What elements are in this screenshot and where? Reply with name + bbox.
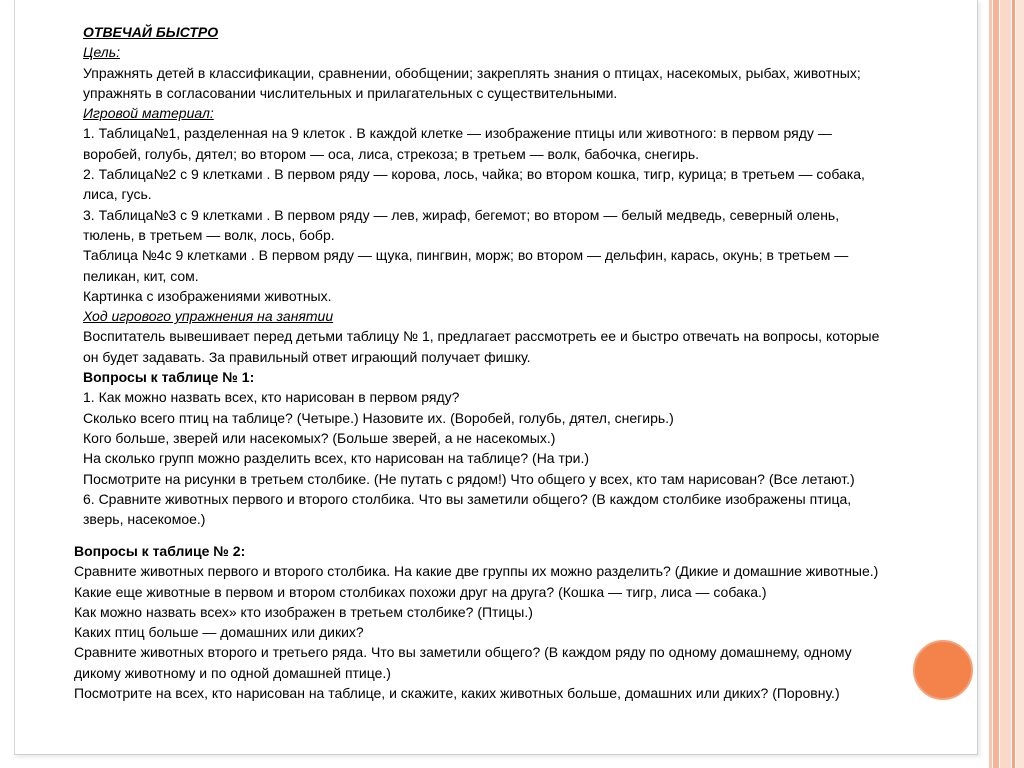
- decorative-stripe: [1012, 0, 1015, 768]
- material-line: Таблица №4с 9 клетками . В первом ряду — щука, пингвин, морж; во втором — дельфин, карась, окунь; в третьем —: [83, 247, 849, 264]
- q2-line: Какие еще животные в первом и втором столбиках похожи друг на друга? (Кошка — тигр, лиса — собака.): [74, 583, 767, 600]
- course-line: Воспитатель вывешивает перед детьми таблицу № 1, предлагает рассмотреть ее и быстро отвечать на вопросы, которые: [83, 328, 880, 345]
- course-line: он будет задавать. За правильный ответ играющий получает фишку.: [83, 348, 531, 365]
- q2-line: дикому животному и по одной домашней птице.): [74, 664, 391, 681]
- decorative-stripe: [1000, 0, 1011, 768]
- q1-line: зверь, насекомое.): [83, 511, 206, 528]
- q2-line: Сравните животных первого и второго столбика. На какие две группы их можно разделить? (Дикие и домашние животные.): [74, 563, 879, 580]
- decorative-stripe: [1016, 0, 1024, 768]
- q2-line: Сравните животных второго и третьего ряда. Что вы заметили общего? (В каждом ряду по одному домашнему, одному: [74, 644, 852, 661]
- decorative-stripe: [989, 0, 992, 768]
- material-line: 3. Таблица№3 с 9 клетками . В первом ряду — лев, жираф, бегемот; во втором — белый медведь, северный олень,: [83, 206, 840, 223]
- decorative-circle: [913, 640, 973, 700]
- q1-line: Кого больше, зверей или насекомых? (Больше зверей, а не насекомых.): [83, 429, 556, 446]
- material-line: тюлень, в третьем — волк, лось, бобр.: [83, 226, 335, 243]
- q2-line: Каких птиц больше — домашних или диких?: [74, 624, 364, 641]
- material-line: лиса, гусь.: [83, 186, 152, 203]
- material-line: воробей, голубь, дятел; во втором — оса, лиса, стрекоза; в третьем — волк, бабочка, снегирь.: [83, 145, 700, 162]
- q1-line: Сколько всего птиц на таблице? (Четыре.) Назовите их. (Воробей, голубь, дятел, снегирь.): [83, 409, 674, 426]
- slide-title: ОТВЕЧАЙ БЫСТРО: [83, 24, 219, 40]
- q1-heading: Вопросы к таблице № 1:: [83, 369, 255, 386]
- q1-line: 6. Сравните животных первого и второго столбика. Что вы заметили общего? (В каждом столбике изображены птица,: [83, 490, 852, 507]
- decorative-stripe: [993, 0, 999, 768]
- course-label: Ход игрового упражнения на занятии: [83, 308, 334, 325]
- material-label: Игровой материал:: [83, 105, 214, 122]
- q2-heading: Вопросы к таблице № 2:: [74, 543, 246, 559]
- material-line: 1. Таблица№1, разделенная на 9 клеток . В каждой клетке — изображение птицы или животного: в первом ряду —: [83, 125, 832, 142]
- goal-label: Цель:: [83, 44, 120, 61]
- material-line: 2. Таблица№2 с 9 клетками . В первом ряду — корова, лось, чайка; во втором кошка, тигр, курица; в третьем — собака,: [83, 166, 865, 183]
- q1-line: Посмотрите на рисунки в третьем столбике. (Не путать с рядом!) Что общего у всех, кто там нарисован? (Все летают.): [83, 470, 855, 487]
- goal-line: упражнять в согласовании числительных и прилагательных с существительными.: [83, 84, 618, 101]
- q2-line: Как можно назвать всех» кто изображен в третьем столбике? (Птицы.): [74, 603, 533, 620]
- material-line: Картинка с изображениями животных.: [83, 287, 332, 304]
- q1-line: 1. Как можно назвать всех, кто нарисован в первом ряду?: [83, 389, 460, 406]
- q2-line: Посмотрите на всех, кто нарисован на таблице, и скажите, каких животных больше, домашних или диких? (Поровну.): [74, 685, 840, 702]
- q1-line: На сколько групп можно разделить всех, кто нарисован на таблице? (На три.): [83, 450, 590, 467]
- slide-body-lower: [74, 541, 878, 703]
- goal-line: Упражнять детей в классификации, сравнении, обобщении; закреплять знания о птицах, насекомых, рыбах, животных;: [83, 64, 861, 81]
- material-line: пеликан, кит, сом.: [83, 267, 199, 284]
- slide-body-upper: [83, 22, 879, 529]
